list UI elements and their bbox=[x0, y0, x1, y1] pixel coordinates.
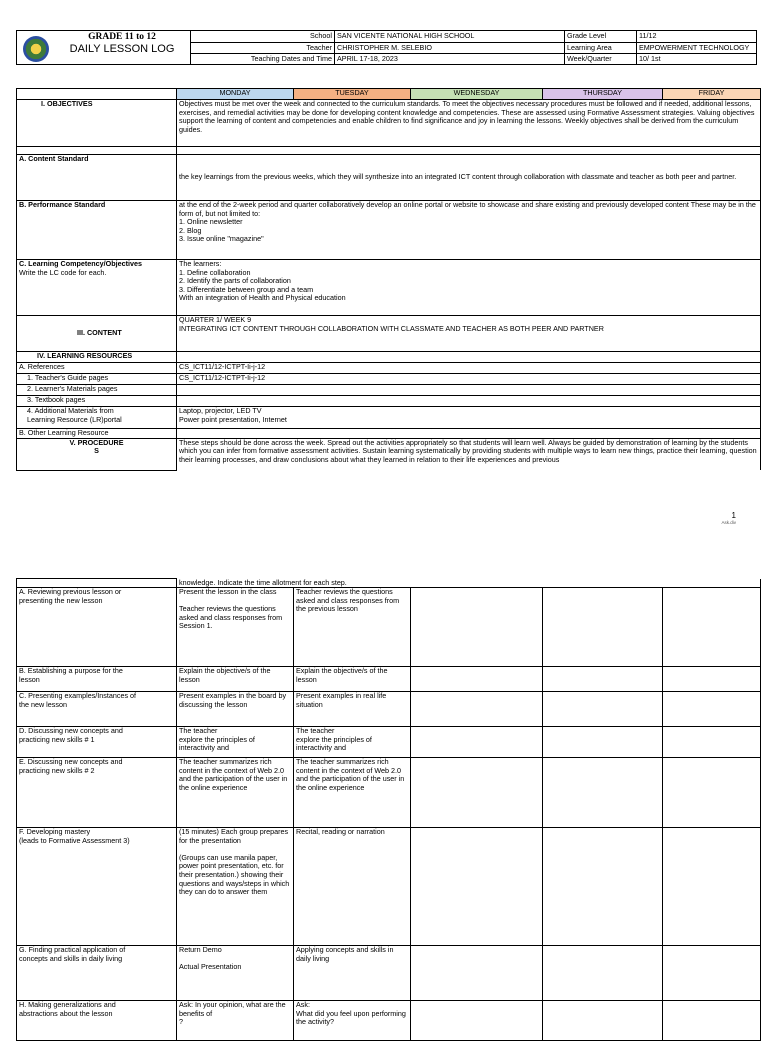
competency-cell bbox=[17, 260, 177, 316]
tuesday-cell: Teacher reviews the questions asked and class responses from the previous lesson bbox=[294, 588, 411, 667]
row-label: H. Making generalizations and abstractions about the lesson bbox=[17, 1001, 177, 1041]
monday-cell: Present the lesson in the class Teacher reviews the questions asked and class responses from Session 1. bbox=[177, 588, 294, 667]
table-row bbox=[17, 946, 761, 1001]
table-row bbox=[17, 727, 761, 758]
monday-cell: Present examples in the board by discussing the lesson bbox=[177, 692, 294, 727]
monday-cell: (15 minutes) Each group prepares for the presentation (Groups can use manila paper, power point presentation, etc. for their presentation.) showing their questions and ways/steps in which they can do to answer them bbox=[177, 828, 294, 946]
table-row bbox=[17, 1001, 761, 1041]
row-label: B. Establishing a purpose for the lesson bbox=[17, 667, 177, 692]
table-row bbox=[17, 588, 761, 667]
resources-label: IV. LEARNING RESOURCES bbox=[17, 352, 177, 363]
school-label: School bbox=[191, 31, 335, 43]
school-value: SAN VICENTE NATIONAL HIGH SCHOOL bbox=[335, 31, 565, 43]
learners-materials-label: 2. Learner's Materials pages bbox=[17, 385, 177, 396]
additional-materials-value: Laptop, projector, LED TV Power point presentation, Internet bbox=[177, 407, 761, 429]
row-label: E. Discussing new concepts and practicing new skills # 2 bbox=[17, 758, 177, 828]
textbook-label: 3. Textbook pages bbox=[17, 396, 177, 407]
lesson-plan-table bbox=[16, 88, 761, 471]
procedures-continuation: knowledge. Indicate the time allotment for each step. bbox=[177, 579, 761, 588]
day-monday: MONDAY bbox=[177, 89, 294, 100]
row-label: D. Discussing new concepts and practicing new skills # 1 bbox=[17, 727, 177, 758]
objectives-label: I. OBJECTIVES bbox=[17, 100, 177, 147]
day-thursday: THURSDAY bbox=[543, 89, 663, 100]
days-header-row bbox=[17, 89, 761, 100]
other-resources-label: B. Other Learning Resource bbox=[17, 429, 177, 439]
row-label: F. Developing mastery (leads to Formative Assessment 3) bbox=[17, 828, 177, 946]
monday-cell: The teacher summarizes rich content in the context of Web 2.0 and the participation of the user in the online experience bbox=[177, 758, 294, 828]
table-row bbox=[17, 667, 761, 692]
table-row bbox=[17, 828, 761, 946]
row-label: C. Presenting examples/Instances of the new lesson bbox=[17, 692, 177, 727]
week-label: Week/Quarter bbox=[565, 54, 637, 65]
page-number: 1 bbox=[731, 511, 736, 520]
performance-standard-label: B. Performance Standard bbox=[17, 201, 177, 260]
grade-level-label: Grade Level bbox=[565, 31, 637, 43]
procedures-table bbox=[16, 578, 761, 1041]
objectives-text: Objectives must be met over the week and connected to the curriculum standards. To meet the objectives necessary procedures must be followed and if needed, additional lessons, exercises, and remedial activities may be done for developing content knowledge and competencies. These are assessed using Formative Assessment strategies. Valuing objectives support the learning of content and competencies and enable children to find significance and joy in learning the lessons. Weekly objectives shall be derived from the curriculum guides. bbox=[177, 100, 761, 147]
area-value: EMPOWERMENT TECHNOLOGY bbox=[637, 43, 757, 54]
row-label: G. Finding practical application of concepts and skills in daily living bbox=[17, 946, 177, 1001]
tuesday-cell: Applying concepts and skills in daily living bbox=[294, 946, 411, 1001]
table-row bbox=[17, 692, 761, 727]
procedures-label: V. PROCEDURE S bbox=[17, 438, 177, 470]
content-standard-label: A. Content Standard bbox=[17, 155, 177, 201]
tuesday-cell: The teacher summarizes rich content in the context of Web 2.0 and the participation of the user in the online experience bbox=[294, 758, 411, 828]
tuesday-cell: The teacher explore the principles of interactivity and bbox=[294, 727, 411, 758]
content-text: QUARTER 1/ WEEK 9 INTEGRATING ICT CONTENT THROUGH COLLABORATION WITH CLASSMATE AND TEACHER AS BOTH PEER AND PARTNER bbox=[177, 316, 761, 352]
tuesday-cell: Present examples in real life situation bbox=[294, 692, 411, 727]
references-value: CS_ICT11/12-ICTPT-Ii-j-12 bbox=[177, 363, 761, 374]
procedures-text: These steps should be done across the week. Spread out the activities appropriately so that students will learn well. Always be guided by demonstration of learning by the students which you can infer from formative assessment activities. Sustain learning systematically by providing students with multiple ways to learn new things, practice their learning, question their learning processes, and draw conclusions about what they learned in relation to their life experiences and previous bbox=[177, 438, 761, 470]
day-friday: FRIDAY bbox=[663, 89, 761, 100]
day-wednesday: WEDNESDAY bbox=[411, 89, 543, 100]
content-label: III. CONTENT bbox=[17, 316, 177, 352]
teacher-label: Teacher bbox=[191, 43, 335, 54]
teacher-value: CHRISTOPHER M. SELEBIO bbox=[335, 43, 565, 54]
performance-standard-text: at the end of the 2-week period and quarter collaboratively develop an online portal or website to showcase and share existing and previously developed content These may be in the form of, but not limited to: 1. Online newsletter 2. Blog 3. Issue online "magazine" bbox=[177, 201, 761, 260]
monday-cell: Explain the objective/s of the lesson bbox=[177, 667, 294, 692]
day-tuesday: TUESDAY bbox=[294, 89, 411, 100]
week-value: 10/ 1st bbox=[637, 54, 757, 65]
header-title-cell bbox=[17, 31, 191, 65]
references-label: A. References bbox=[17, 363, 177, 374]
table-row bbox=[17, 758, 761, 828]
grade-level-value: 11/12 bbox=[637, 31, 757, 43]
monday-cell: The teacher explore the principles of interactivity and bbox=[177, 727, 294, 758]
header-block bbox=[16, 30, 757, 65]
additional-materials-label: 4. Additional Materials from Learning Resource (LR)portal bbox=[17, 407, 177, 429]
teachers-guide-label: 1. Teacher's Guide pages bbox=[17, 374, 177, 385]
monday-cell: Return Demo Actual Presentation bbox=[177, 946, 294, 1001]
tuesday-cell: Recital, reading or narration bbox=[294, 828, 411, 946]
competency-label: C. Learning Competency/Objectives bbox=[19, 259, 143, 268]
area-label: Learning Area bbox=[565, 43, 637, 54]
teachers-guide-value: CS_ICT11/12-ICTPT-Ii-j-12 bbox=[177, 374, 761, 385]
competency-sub: Write the LC code for each. bbox=[19, 267, 107, 277]
log-title: DAILY LESSON LOG bbox=[69, 43, 175, 55]
monday-cell: Ask: In your opinion, what are the benefits of ? bbox=[177, 1001, 294, 1041]
tuesday-cell: Explain the objective/s of the lesson bbox=[294, 667, 411, 692]
tuesday-cell: Ask: What did you feel upon performing the activity? bbox=[294, 1001, 411, 1041]
grade-title: GRADE 11 to 12 bbox=[88, 32, 156, 42]
dates-label: Teaching Dates and Time bbox=[191, 54, 335, 65]
dates-value: APRIL 17-18, 2023 bbox=[335, 54, 565, 65]
content-standard-text: the key learnings from the previous weeks, which they will synthesize into an integrated ICT content through collaboration with classmate and teacher as both peer and partner. bbox=[177, 155, 761, 201]
page-footer: Ask.div bbox=[721, 520, 736, 525]
school-seal-icon bbox=[23, 36, 49, 62]
row-label: A. Reviewing previous lesson or presenting the new lesson bbox=[17, 588, 177, 667]
competency-text: The learners: 1. Define collaboration 2. Identify the parts of collaboration 3. Differentiate between group and a team With an integration of Health and Physical education bbox=[177, 260, 761, 316]
